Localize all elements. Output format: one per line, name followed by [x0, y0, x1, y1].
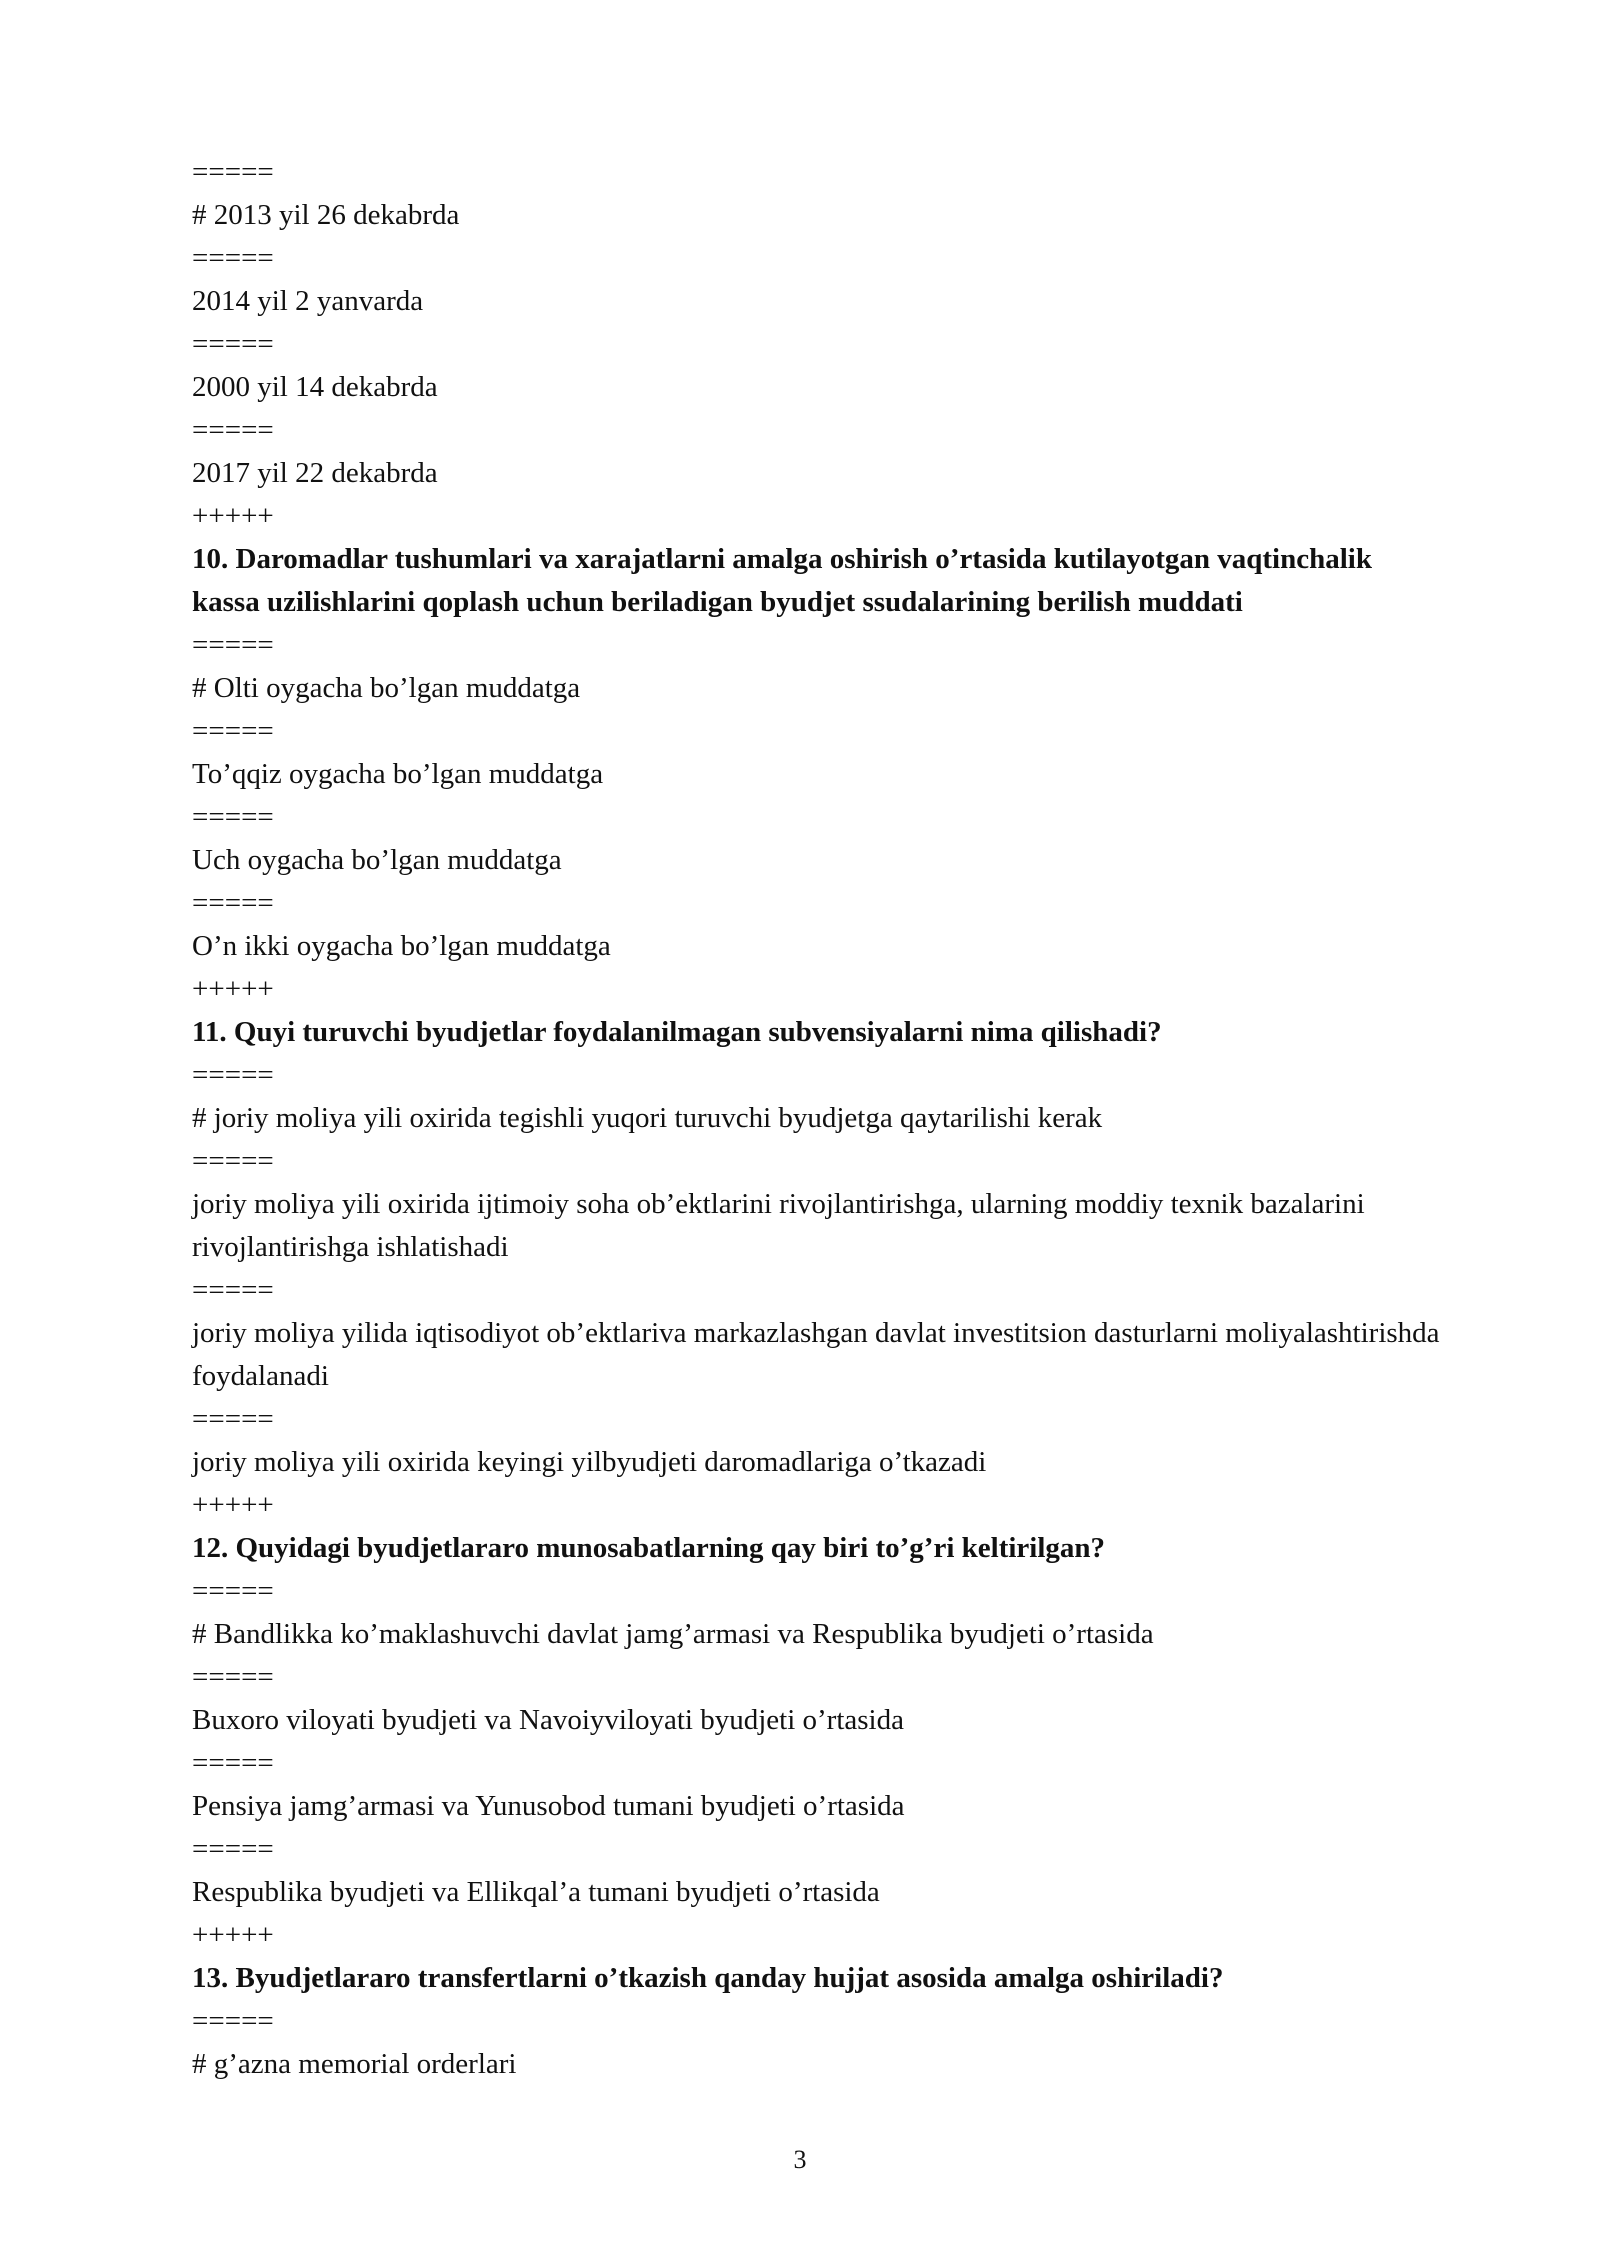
separator-line: +++++ — [192, 973, 274, 1005]
separator-line: ===== — [192, 801, 274, 833]
answer-option: 2000 yil 14 dekabrda — [192, 371, 438, 403]
answer-option: # Bandlikka ko’maklashuvchi davlat jamg’armasi va Respublika byudjeti o’rtasida — [192, 1618, 1154, 1650]
question-text: 10. Daromadlar tushumlari va xarajatlarni amalga oshirish o’rtasida kutilayotgan vaqtinchalik kassa uzilishlarini qoplash uchun beriladigan byudjet ssudalarining berilish muddati — [192, 543, 1372, 618]
separator-line: ===== — [192, 2005, 274, 2037]
separator-line: ===== — [192, 1747, 274, 1779]
separator-line: ===== — [192, 887, 274, 919]
separator-line: ===== — [192, 1833, 274, 1865]
separator-line: ===== — [192, 1059, 274, 1091]
question-text: 13. Byudjetlararo transfertlarni o’tkazish qanday hujjat asosida amalga oshiriladi? — [192, 1962, 1224, 1994]
separator-line: ===== — [192, 1274, 274, 1306]
document-body — [192, 151, 1442, 2086]
page-number: 3 — [793, 2145, 807, 2174]
answer-option: # g’azna memorial orderlari — [192, 2048, 517, 2080]
separator-line: ===== — [192, 1145, 274, 1177]
answer-option: Buxoro viloyati byudjeti va Navoiyviloyati byudjeti o’rtasida — [192, 1704, 904, 1736]
answer-option: joriy moliya yilida iqtisodiyot ob’ektlariva markazlashgan davlat investitsion dasturlarni moliyalashtirishda foydalanadi — [192, 1317, 1440, 1392]
answer-option: # Olti oygacha bo’lgan muddatga — [192, 672, 581, 704]
answer-option: Pensiya jamg’armasi va Yunusobod tumani byudjeti o’rtasida — [192, 1790, 905, 1822]
separator-line: ===== — [192, 156, 274, 188]
answer-option: 2014 yil 2 yanvarda — [192, 285, 424, 317]
separator-line: +++++ — [192, 1919, 274, 1951]
separator-line: ===== — [192, 242, 274, 274]
answer-option: # joriy moliya yili oxirida tegishli yuqori turuvchi byudjetga qaytarilishi kerak — [192, 1102, 1103, 1134]
separator-line: ===== — [192, 328, 274, 360]
question-text: 11. Quyi turuvchi byudjetlar foydalanilmagan subvensiyalarni nima qilishadi? — [192, 1016, 1162, 1048]
answer-option: 2017 yil 22 dekabrda — [192, 457, 438, 489]
separator-line: +++++ — [192, 500, 274, 532]
separator-line: ===== — [192, 629, 274, 661]
answer-option: O’n ikki oygacha bo’lgan muddatga — [192, 930, 611, 962]
answer-option: # 2013 yil 26 dekabrda — [192, 199, 460, 231]
separator-line: ===== — [192, 715, 274, 747]
separator-line: ===== — [192, 1575, 274, 1607]
separator-line: ===== — [192, 414, 274, 446]
answer-option: Respublika byudjeti va Ellikqal’a tumani byudjeti o’rtasida — [192, 1876, 880, 1908]
answer-option: joriy moliya yili oxirida ijtimoiy soha ob’ektlarini rivojlantirishga, ularning moddiy texnik bazalarini rivojlantirishga ishlatishadi — [192, 1188, 1365, 1263]
question-text: 12. Quyidagi byudjetlararo munosabatlarning qay biri to’g’ri keltirilgan? — [192, 1532, 1106, 1564]
separator-line: ===== — [192, 1403, 274, 1435]
answer-option: To’qqiz oygacha bo’lgan muddatga — [192, 758, 604, 790]
separator-line: ===== — [192, 1661, 274, 1693]
separator-line: +++++ — [192, 1489, 274, 1521]
answer-option: joriy moliya yili oxirida keyingi yilbyudjeti daromadlariga o’tkazadi — [192, 1446, 987, 1478]
answer-option: Uch oygacha bo’lgan muddatga — [192, 844, 562, 876]
